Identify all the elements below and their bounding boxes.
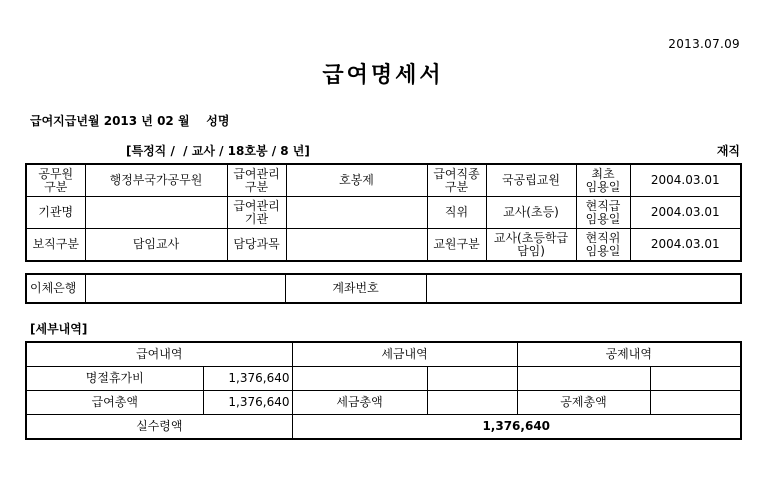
info-row <box>26 229 741 262</box>
employee-info-table <box>25 163 742 262</box>
info-cell <box>286 229 427 262</box>
tax-total-label: 세금총액 <box>292 391 427 415</box>
info-cell: 직위 <box>427 197 486 229</box>
info-cell: 담임교사 <box>85 229 227 262</box>
net-pay-amount: 1,376,640 <box>292 415 741 440</box>
rank-line: [특정직 / / 교사 / 18호봉 / 8 년] <box>126 144 310 158</box>
deduction-header: 공제내역 <box>517 342 741 367</box>
info-cell: 행정부국가공무원 <box>85 164 227 197</box>
table-row <box>26 367 741 391</box>
account-label: 계좌번호 <box>285 274 426 303</box>
info-cell: 공무원 구분 <box>26 164 85 197</box>
info-cell <box>286 197 427 229</box>
info-cell: 기관명 <box>26 197 85 229</box>
info-cell: 급여관리 기관 <box>227 197 286 229</box>
pay-detail-table <box>25 341 742 440</box>
info-cell: 교사(초등) <box>486 197 576 229</box>
deduction-total-label: 공제총액 <box>517 391 650 415</box>
info-cell: 2004.03.01 <box>630 197 741 229</box>
page-title: 급여명세서 <box>322 63 444 88</box>
pay-item-amount: 1,376,640 <box>203 367 292 391</box>
net-pay-row <box>26 415 741 440</box>
info-cell: 급여관리 구분 <box>227 164 286 197</box>
tax-total-amount <box>427 391 517 415</box>
employment-status: 재직 <box>716 144 740 158</box>
bank-label: 이체은행 <box>26 274 85 303</box>
detail-heading: [세부내역] <box>30 322 88 336</box>
info-cell: 보직구분 <box>26 229 85 262</box>
info-cell: 호봉제 <box>286 164 427 197</box>
info-cell: 현직급 임용일 <box>576 197 630 229</box>
info-cell: 담당과목 <box>227 229 286 262</box>
pay-total-amount: 1,376,640 <box>203 391 292 415</box>
bank-account-table <box>25 273 742 304</box>
bank-row <box>26 274 741 303</box>
deduction-total-amount <box>650 391 741 415</box>
net-pay-label: 실수령액 <box>26 415 292 440</box>
info-cell: 교사(초등학급 담임) <box>486 229 576 262</box>
pay-header: 급여내역 <box>26 342 292 367</box>
table-row <box>26 391 741 415</box>
info-cell <box>85 197 227 229</box>
deduction-item-amount <box>650 367 741 391</box>
info-cell: 2004.03.01 <box>630 229 741 262</box>
account-value <box>426 274 741 303</box>
info-cell: 급여직종 구분 <box>427 164 486 197</box>
info-cell: 최초 임용일 <box>576 164 630 197</box>
tax-item-amount <box>427 367 517 391</box>
info-row <box>26 164 741 197</box>
pay-total-label: 급여총액 <box>26 391 203 415</box>
info-row <box>26 197 741 229</box>
info-cell: 교원구분 <box>427 229 486 262</box>
tax-header: 세금내역 <box>292 342 517 367</box>
info-cell: 2004.03.01 <box>630 164 741 197</box>
pay-period-line: 급여지급년월 2013 년 02 월 성명 <box>30 114 230 128</box>
info-cell: 현직위 임용일 <box>576 229 630 262</box>
tax-item-label <box>292 367 427 391</box>
info-cell: 국공립교원 <box>486 164 576 197</box>
pay-header-row <box>26 342 741 367</box>
pay-item-label: 명절휴가비 <box>26 367 203 391</box>
deduction-item-label <box>517 367 650 391</box>
issue-date: 2013.07.09 <box>668 37 740 51</box>
bank-value <box>85 274 285 303</box>
